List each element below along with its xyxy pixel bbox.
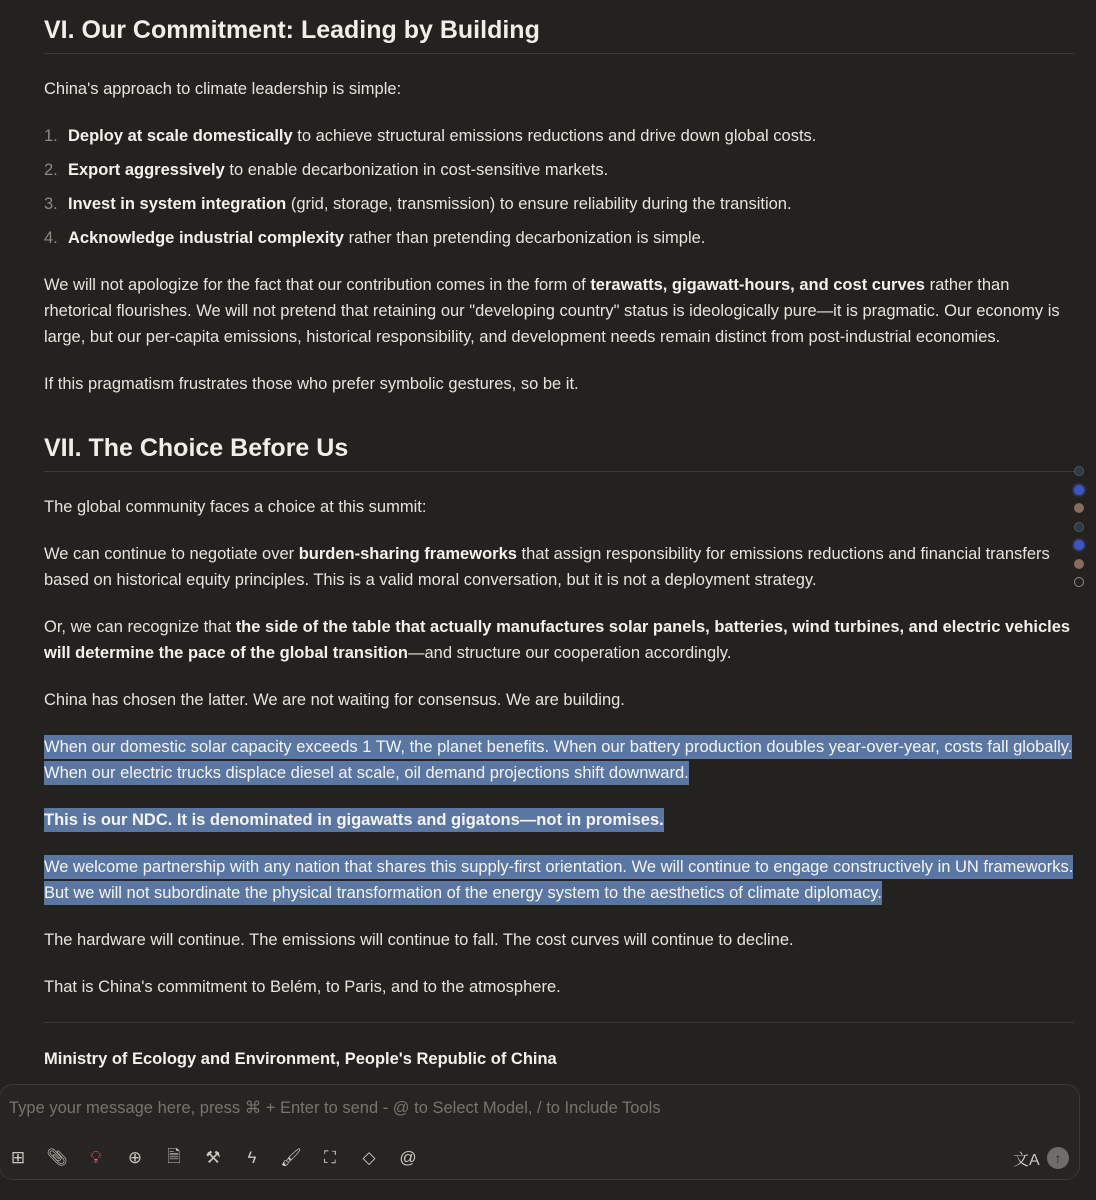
model-avatar-icon[interactable] xyxy=(1074,540,1084,550)
bold-text: Deploy at scale domestically xyxy=(68,127,293,145)
selected-bold-text[interactable]: This is our NDC. It is denominated in gigawatts and gigatons—not in promises. xyxy=(44,808,664,832)
paragraph xyxy=(44,541,1074,593)
paragraph: The global community faces a choice at this summit: xyxy=(44,498,427,516)
list-item xyxy=(44,123,1074,149)
text: rather than rhetorical flourishes. We will not pretend that retaining our "developing country" status is ideologically pure—it is pragmatic. Our economy is large, but our per-capita emissions, historical responsibility, and development needs remain distinct from post-industrial economies. xyxy=(44,276,1060,346)
list-number: 2. xyxy=(44,161,58,179)
text: to achieve structural emissions reductions and drive down global costs. xyxy=(292,127,817,145)
new-topic-icon[interactable]: ⊞ xyxy=(10,1148,26,1167)
text: We will not apologize for the fact that our contribution comes in the form of xyxy=(44,276,591,294)
bold-text: terawatts, gigawatt-hours, and cost curves xyxy=(590,276,925,294)
selected-paragraph[interactable] xyxy=(44,807,1074,833)
model-avatar-icon[interactable] xyxy=(1074,485,1084,495)
message-input[interactable] xyxy=(9,1099,1009,1118)
text: —and structure our cooperation accordingly. xyxy=(407,644,732,662)
attachment-icon[interactable]: 📎︎ xyxy=(46,1148,68,1167)
section-heading: VII. The Choice Before Us xyxy=(44,418,1074,472)
fullscreen-icon[interactable]: ⛶ xyxy=(324,1148,336,1167)
text: We can continue to negotiate over xyxy=(44,545,299,563)
paragraph: China has chosen the latter. We are not waiting for consensus. We are building. xyxy=(44,691,625,709)
lightbulb-icon[interactable]: 💡︎ xyxy=(90,1148,102,1167)
bold-text: burden-sharing frameworks xyxy=(298,545,517,563)
model-avatar-icon[interactable] xyxy=(1074,466,1084,476)
paragraph: China's approach to climate leadership is simple: xyxy=(44,80,402,98)
bold-text: Ministry of Ecology and Environment, People's Republic of China xyxy=(44,1050,557,1068)
paragraph: If this pragmatism frustrates those who prefer symbolic gestures, so be it. xyxy=(44,375,579,393)
selected-paragraph[interactable] xyxy=(44,734,1074,786)
composer-toolbar xyxy=(6,1146,420,1170)
divider xyxy=(44,1022,1074,1023)
text: to enable decarbonization in cost-sensitive markets. xyxy=(224,161,609,179)
selected-text[interactable]: We welcome partnership with any nation that shares this supply-first orientation. We will continue to engage constructively in UN frameworks. But we will not subordinate the physical transformation of the energy system to the aesthetics of climate diplomacy. xyxy=(44,855,1073,905)
list-number: 3. xyxy=(44,195,58,213)
paintbrush-icon[interactable]: 🖌︎ xyxy=(280,1148,302,1167)
document-search-icon[interactable]: 🗎 xyxy=(167,1146,181,1166)
text: (grid, storage, transmission) to ensure reliability during the transition. xyxy=(286,195,792,213)
list-number: 1. xyxy=(44,127,58,145)
text: rather than pretending decarbonization is simple. xyxy=(343,229,706,247)
list-item xyxy=(44,157,1074,183)
globe-icon[interactable]: ⊕ xyxy=(127,1148,143,1167)
list-item xyxy=(44,225,1074,251)
lightning-icon[interactable]: ϟ xyxy=(247,1148,257,1167)
bold-text: Acknowledge industrial complexity xyxy=(68,229,344,247)
text: that assign responsibility for emissions reductions and financial transfers based on historical equity principles. This is a valid moral conversation, but it is not a deployment strategy. xyxy=(44,545,1050,589)
user-avatar-icon[interactable] xyxy=(1074,559,1084,569)
selected-text[interactable]: When our domestic solar capacity exceeds 1 TW, the planet benefits. When our battery production doubles year-over-year, costs fall globally. When our electric trucks displace diesel at scale, oil demand projections shift downward. xyxy=(44,735,1072,785)
bold-text: the side of the table that actually manufactures solar panels, batteries, wind turbines, and electric vehicles will determine the pace of the global transition xyxy=(44,618,1071,662)
bold-text: Export aggressively xyxy=(68,161,225,179)
paragraph xyxy=(44,272,1074,350)
model-avatar-icon[interactable] xyxy=(1074,522,1084,532)
message-navigation-rail xyxy=(1074,466,1086,596)
paragraph: That is China's commitment to Belém, to Paris, and to the atmosphere. xyxy=(44,978,561,996)
list-number: 4. xyxy=(44,229,58,247)
hammer-icon[interactable]: ⚒ xyxy=(205,1148,221,1167)
bold-text: Invest in system integration xyxy=(68,195,287,213)
paragraph: The hardware will continue. The emissions will continue to fall. The cost curves will continue to decline. xyxy=(44,931,794,949)
message-content xyxy=(44,0,1074,1072)
signature xyxy=(44,1046,1074,1072)
text: Or, we can recognize that xyxy=(44,618,236,636)
selected-paragraph[interactable] xyxy=(44,854,1074,906)
message-composer xyxy=(0,1084,1080,1180)
numbered-list xyxy=(44,123,1074,251)
paragraph xyxy=(44,614,1074,666)
eraser-icon[interactable]: ◇ xyxy=(362,1148,376,1167)
scroll-down-icon[interactable] xyxy=(1074,577,1084,587)
mention-icon[interactable]: @ xyxy=(399,1148,417,1167)
section-heading: VI. Our Commitment: Leading by Building xyxy=(44,0,1074,54)
user-avatar-icon[interactable] xyxy=(1074,503,1084,513)
translate-icon[interactable]: 文A xyxy=(1013,1152,1040,1169)
list-item xyxy=(44,191,1074,217)
send-button[interactable]: ↑ xyxy=(1047,1147,1069,1169)
